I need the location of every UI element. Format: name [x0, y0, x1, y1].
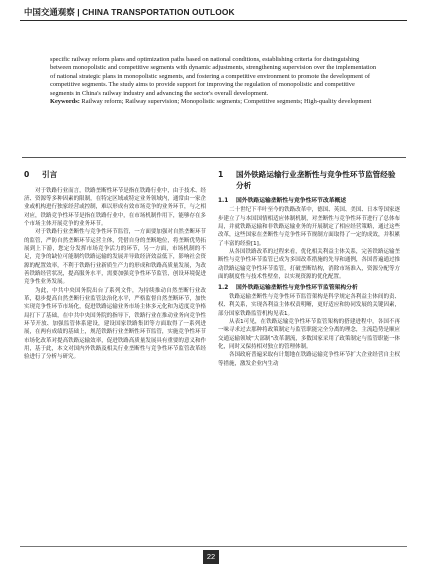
subsection-number: 1.2 [218, 284, 229, 291]
section-number: 0 [24, 170, 30, 179]
subsection-title: 国外铁路运输垄断性与竞争性环节改革概述 [236, 198, 347, 204]
page-number: 22 [203, 550, 219, 564]
subsection-number: 1.1 [218, 198, 229, 204]
footer-divider [20, 546, 407, 547]
paragraph: 二十世纪下半叶至今的铁路改革中，德国、英国、美国、日本等国家逐步建立了与本国国情相适应体制机制，对垄断性与竞争性环节进行了总体布局，并就铁路运输和非铁路运输业务的开展制定了相应经营策略，通过这些改革，这些国家在垄断性与竞争性环节规制方面取得了一定的成效，并积累了丰富的经验[1]。 [218, 207, 400, 247]
section-title: 国外铁路运输行业垄断性与竞争性环节监管经验分析 [236, 170, 396, 190]
paragraph: 为此，中共中央国务院出台了系列文件，为持续推动自然垄断行业改革，稳步提高自然垄断行业监管法治化水平，严格监督自然垄断环节，加快实现竞争性环节市场化，促进铁路运输业务市场主体多元化和为适度竞争格局打下了基础，在中共中央国务院的指导下，铁路行业在推动业务向竞争性环节开放、加强监管体系建设，建设国家铁路集团等方面取得了一系列进展，在两有成绩的基础上，规范铁路行业垄断性环节监管，实施竞争性环节市场化改革对提高铁路运输效率，促进铁路高质量发展具有重要的意义和作用，基于此，本文对国内外铁路及相关行业垄断性与竞争性环节监管改革经验进行了分析与研究。 [24, 287, 206, 361]
subsection-heading-1-2 [218, 284, 400, 292]
section-heading-introduction [24, 170, 206, 181]
abstract-divider [22, 157, 406, 158]
paragraph: 铁路运输垄断性与竞争性环节监管架构是科学规定各利益主体间的责、权、利关系，实现各利益主体权责明晰，更好适应和协同发展的关键因素，部分国家铁路监管机构见表1。 [218, 293, 400, 317]
english-abstract [50, 56, 378, 107]
keywords-text: Railway reform; Railway supervision; Monopolistic segments; Competitive segments; High-quality development [79, 98, 372, 106]
left-column [24, 170, 206, 362]
paragraph: 从表1可见，在铁路运输竞争性环节监管架构的搭建进程中，各国不再一味寻求过去那种将政策制定与监管职能完全分离的理念，主流趋势是顺应交通运输领域“大部制”改革潮流，多数国家采用了政策制定与监管职能一体化，同时又保持相对独立的管理体制。 [218, 318, 400, 350]
paragraph: 从各国铁路改革的过程来看，优化相关利益主体关系，完善铁路运输垄断性与竞争性环节监管已成为多国改革措施的先导和通例，各国普遍通过推动铁路运输竞争性环节监管，打破垄断结构，消除市场准入，资源分配等方面的制度性与技术性壁垒，以实现资源的优化配置。 [218, 249, 400, 281]
paragraph: 对于铁路行业垄断性与竞争性环节监管，一方面要加强对自然垄断环节的监管，严防自然垄断环节运营主体，凭借自身的垄断地位，将垄断优势拓展到上下游，您定分发挥市场竞争活力的环节，另一方面，市场机制的不足，竞争的缺位可能制约铁路运输的发展并导致经济效益低下，影响社会资源的配置效率，不利于铁路行业新质生产力的形成和铁路高质量发展，为改善铁路经营状况，提高服务水平，需要加强竞争性环节监管，创设环境促进竞争性业务发展。 [24, 229, 206, 286]
keywords-line [50, 98, 378, 106]
right-column [218, 170, 400, 368]
header-divider [20, 20, 407, 21]
keywords-label: Keywords: [50, 98, 80, 106]
section-heading-foreign-experience [218, 170, 400, 191]
abstract-body: specific railway reform plans and optimization paths based on national conditions, establishing criteria for distinguishing between monopolistic and competitive segments with dynamic adjustments, strengthening supervision over the implementation of national strategic plans in monopolistic segments, and fostering a competitive environment to promote the development of competitive segments. The study aims to provide support for improving the regulation of monopolistic and competitive segments in China's railway industry and advancing the sector's overall development. [50, 56, 377, 97]
section-title: 引言 [42, 170, 58, 179]
journal-header: 中国交通观察 | CHINA TRANSPORTATION OUTLOOK [24, 7, 235, 17]
paragraph: 对于铁路行业而言，铁路垄断性环节是指在铁路行业中，由于技术、经济、资源等多种因素的限制，在特定区域或特定业务领域内，通常由一家企业或机构进行独家经营或控制，难以形成有效市场竞争的业务环节，与之相对应，铁路竞争性环节是指在铁路行业中，在市场机制作用下，能够存在多个市场主体开展竞争的业务环节。 [24, 187, 206, 227]
section-number: 1 [218, 170, 224, 179]
paragraph: 各国政府普遍采取有计划地在铁路运输竞争性环节扩大企业经营自主权等措施，激发企业内生动 [218, 352, 400, 367]
subsection-title: 国外铁路运输垄断性与竞争性环节监管架构分析 [236, 284, 358, 291]
subsection-heading-1-1 [218, 197, 400, 205]
